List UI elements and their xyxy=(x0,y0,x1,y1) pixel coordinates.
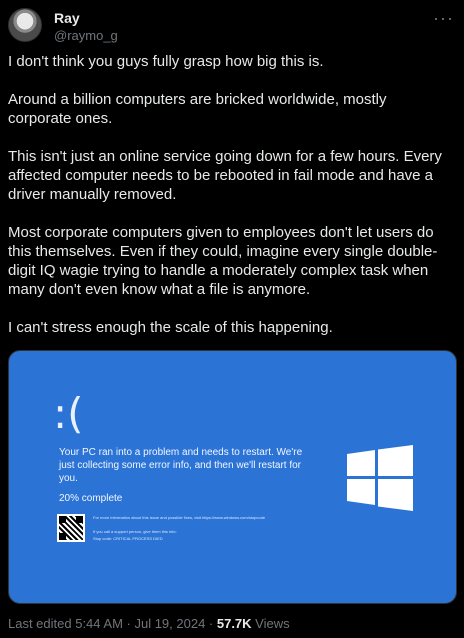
views-label: Views xyxy=(251,616,290,631)
avatar[interactable] xyxy=(8,8,42,42)
edited-timestamp[interactable]: Last edited 5:44 AM · Jul 19, 2024 · xyxy=(8,616,217,631)
tweet-text xyxy=(8,52,452,356)
qr-code-icon xyxy=(57,514,85,542)
tweet-paragraph: I can't stress enough the scale of this happening. xyxy=(8,319,333,336)
tweet-header xyxy=(8,8,456,44)
tweet-footer xyxy=(8,616,290,631)
views-count: 57.7K xyxy=(216,616,252,631)
bsod-stop-code: Stop code: CRITICAL PROCESS DIED xyxy=(93,536,163,541)
bsod-frown: :( xyxy=(53,389,84,438)
bsod-info-line: For more information about this issue and possible fixes, visit https://www.windows.com/stopcode xyxy=(93,515,266,520)
tweet-media-image[interactable] xyxy=(8,350,457,604)
author-handle[interactable]: @raymo_g xyxy=(54,28,118,43)
tweet-paragraph: Around a billion computers are bricked worldwide, mostly corporate ones. xyxy=(8,91,391,127)
bsod-support-line: If you call a support person, give them this info: xyxy=(93,529,177,534)
tweet-paragraph: I don't think you guys fully grasp how big this is. xyxy=(8,53,324,70)
windows-logo-icon xyxy=(347,445,413,511)
author-name[interactable]: Ray xyxy=(54,10,80,26)
bsod-progress: 20% complete xyxy=(59,493,123,504)
tweet-paragraph: This isn't just an online service going down for a few hours. Every affected computer needs to be rebooted in fail mode and have a driver manually removed. xyxy=(8,148,447,203)
more-horizontal-icon[interactable]: ··· xyxy=(433,8,454,28)
bsod-message: Your PC ran into a problem and needs to restart. We're just collecting some error info, and then we'll restart for you. xyxy=(59,447,303,484)
tweet-paragraph: Most corporate computers given to employees don't let users do this themselves. Even if they could, imagine every single double-digit IQ wagie trying to handle a moderately complex task when many don't even know what a file is anymore. xyxy=(8,224,438,298)
